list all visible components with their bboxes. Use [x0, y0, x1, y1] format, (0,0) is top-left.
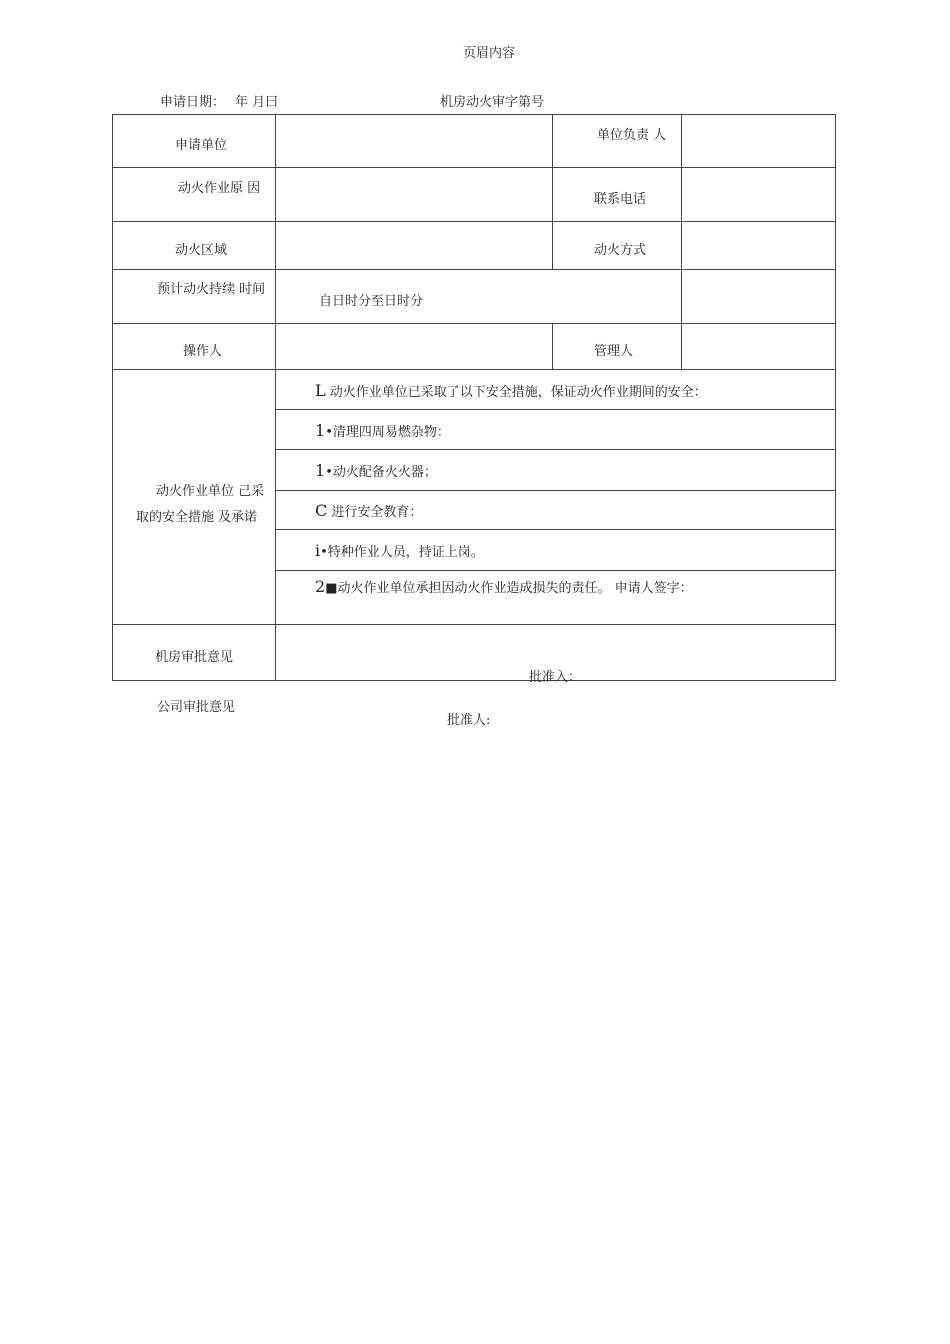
phone-label: 联系电话 [594, 192, 647, 207]
method-label: 动火方式 [594, 243, 647, 258]
measure-item [315, 421, 450, 440]
unit-leader-label: 单位负责 人 [597, 128, 667, 143]
measures-label-line1: 动火作业单位 己采 [156, 484, 265, 499]
measure-prefix: C [315, 501, 328, 520]
reason-label: 动火作业原 因 [178, 181, 261, 196]
measure-text: 进行安全教育： [331, 505, 423, 520]
document-number: 机房动火审字第号 [440, 95, 545, 110]
page-header: 页眉内容 [463, 46, 516, 61]
room-approval-label: 机房审批意见 [155, 650, 234, 665]
room-approver-label: 批准入： [529, 670, 582, 685]
measures-label-line2: 取的安全措施 及承诺 [136, 510, 258, 525]
area-label: 动火区域 [175, 243, 228, 258]
manager-label: 管理人 [594, 344, 634, 359]
duration-label: 预计动火持续 时间 [157, 282, 266, 297]
measure-text: 动火作业单位已采取了以下安全措施，保证动火作业期间的安全： [329, 385, 707, 400]
measure-item [315, 501, 422, 520]
measure-prefix: L [315, 381, 326, 400]
measure-prefix: 1 [315, 421, 326, 440]
measure-item [315, 381, 707, 400]
measure-text: •清理四周易燃杂物： [325, 425, 450, 440]
company-approver-label: 批准人: [447, 713, 491, 728]
measure-item [315, 577, 693, 596]
measure-text: ■动火作业单位承担因动火作业造成损失的责任。 申请人签字： [325, 581, 693, 596]
measure-item [315, 541, 484, 560]
measure-text: •特种作业人员，持证上岗。 [320, 545, 484, 560]
duration-value: 自日时分至日时分 [319, 294, 424, 309]
date-value: 年 月曰 [235, 95, 279, 110]
measure-text: •动火配备火火器； [325, 465, 437, 480]
measure-prefix: 1 [315, 461, 326, 480]
measure-item [315, 461, 437, 480]
measure-prefix: 2 [315, 577, 326, 596]
company-approval-label: 公司审批意见 [157, 700, 236, 715]
applicant-unit-label: 申请单位 [175, 138, 228, 153]
date-label: 申请日期： [160, 95, 226, 110]
measure-prefix: i [315, 541, 321, 560]
operator-label: 操作人 [183, 344, 223, 359]
